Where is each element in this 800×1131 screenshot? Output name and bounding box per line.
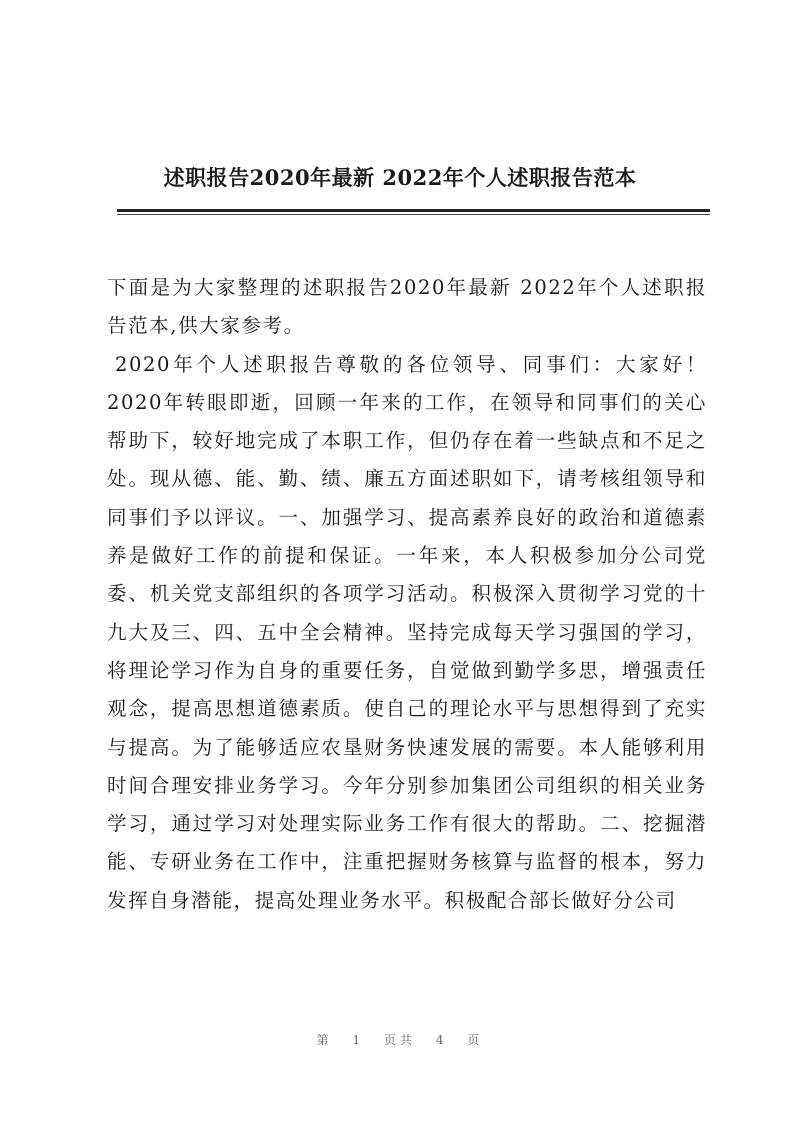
footer-middle: 页共 [383,1033,416,1047]
document-title: 述职报告2020年最新 2022年个人述职报告范本 [163,165,637,190]
document-body [107,269,707,920]
page-footer [0,1031,800,1048]
footer-suffix: 页 [467,1033,484,1047]
intro-paragraph: 下面是为大家整理的述职报告2020年最新 2022年个人述职报告范本,供大家参考。 [107,276,707,338]
footer-prefix: 第 [316,1033,333,1047]
title-underline-thin [117,214,710,215]
footer-total-pages: 4 [435,1033,448,1047]
report-paragraph: 2020年个人述职报告尊敬的各位领导、同事们：大家好！2020年转眼即逝，回顾一年来的工作，在领导和同事们的关心帮助下，较好地完成了本职工作，但仍存在着一些缺点和不足之处。现从德、能、勤、绩、廉五方面述职如下，请考核组领导和同事们予以评议。一、加强学习、提高素养良好的政治和道德素养是做好工作的前提和保证。一年来，本人积极参加分公司党委、机关党支部组织的各项学习活动。积极深入贯彻学习党的十九大及三、四、五中全会精神。坚持完成每天学习强国的学习，将理论学习作为自身的重要任务，自觉做到勤学多思，增强责任观念，提高思想道德素质。使自己的理论水平与思想得到了充实与提高。为了能够适应农垦财务快速发展的需要。本人能够利用时间合理安排业务学习。今年分别参加集团公司组织的相关业务学习，通过学习对处理实际业务工作有很大的帮助。二、挖掘潜能、专研业务在工作中，注重把握财务核算与监督的根本，努力发挥自身潜能，提高处理业务水平。积极配合部长做好分公司 [107,352,707,912]
title-underline-thick [117,209,710,212]
footer-current-page: 1 [352,1033,365,1047]
